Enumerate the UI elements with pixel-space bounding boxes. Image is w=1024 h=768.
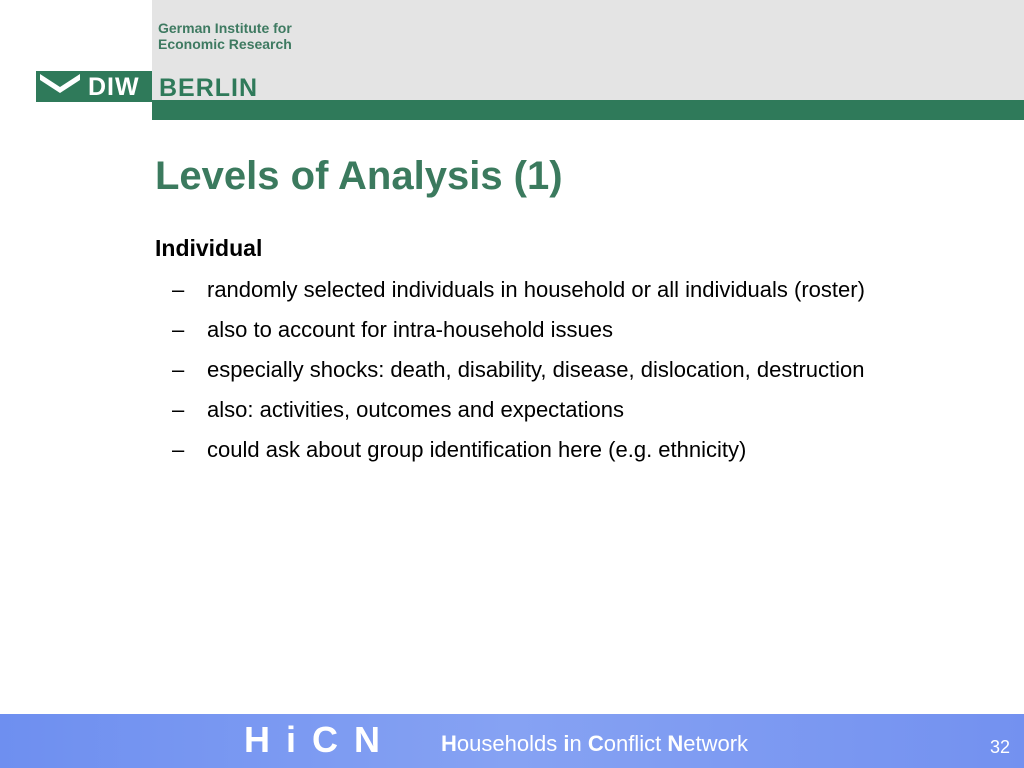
bullet-dash: – (172, 437, 185, 462)
footer-word-initial: i (563, 731, 570, 756)
org-name-line1: German Institute for (158, 20, 292, 36)
slide-title: Levels of Analysis (1) (155, 154, 563, 198)
berlin-logo-text: BERLIN (159, 74, 259, 102)
footer-word-rest: etwork (683, 731, 749, 756)
footer-word-initial: H (441, 731, 457, 756)
diw-logo (36, 71, 152, 102)
bullet-dash: – (172, 317, 185, 342)
bullet-dash: – (172, 357, 185, 382)
header-divider (150, 0, 152, 120)
bullet-text: especially shocks: death, disability, disease, dislocation, destruction (207, 357, 865, 382)
footer-word-initial: N (667, 731, 684, 756)
bullet-item (172, 314, 865, 354)
diw-chevron-icon (36, 71, 84, 102)
page-number: 32 (990, 737, 1011, 757)
footer-word-rest: onflict (603, 731, 662, 756)
bullet-text: could ask about group identification here (e.g. ethnicity) (207, 437, 747, 462)
section-heading: Individual (155, 235, 263, 261)
org-name (158, 20, 292, 52)
bullet-item (172, 274, 865, 314)
bullet-dash: – (172, 397, 185, 422)
bullet-text: also: activities, outcomes and expectations (207, 397, 625, 422)
footer-word-initial: C (587, 731, 604, 756)
footer-word-rest: ouseholds (456, 731, 558, 756)
bullet-item (172, 354, 865, 394)
diw-logo-text: DIW (88, 73, 140, 101)
bullet-text: randomly selected individuals in household or all individuals (roster) (207, 277, 865, 302)
bullet-item (172, 394, 865, 434)
bullet-dash: – (172, 277, 185, 302)
header-green-band (152, 100, 1024, 120)
footer-acronym: H i C N (244, 719, 381, 760)
footer-network-name (441, 730, 748, 758)
bullet-list (172, 274, 865, 474)
org-name-line2: Economic Research (158, 36, 292, 52)
footer-word-rest: n (569, 731, 582, 756)
bullet-item (172, 434, 865, 474)
bullet-text: also to account for intra-household issues (207, 317, 614, 342)
